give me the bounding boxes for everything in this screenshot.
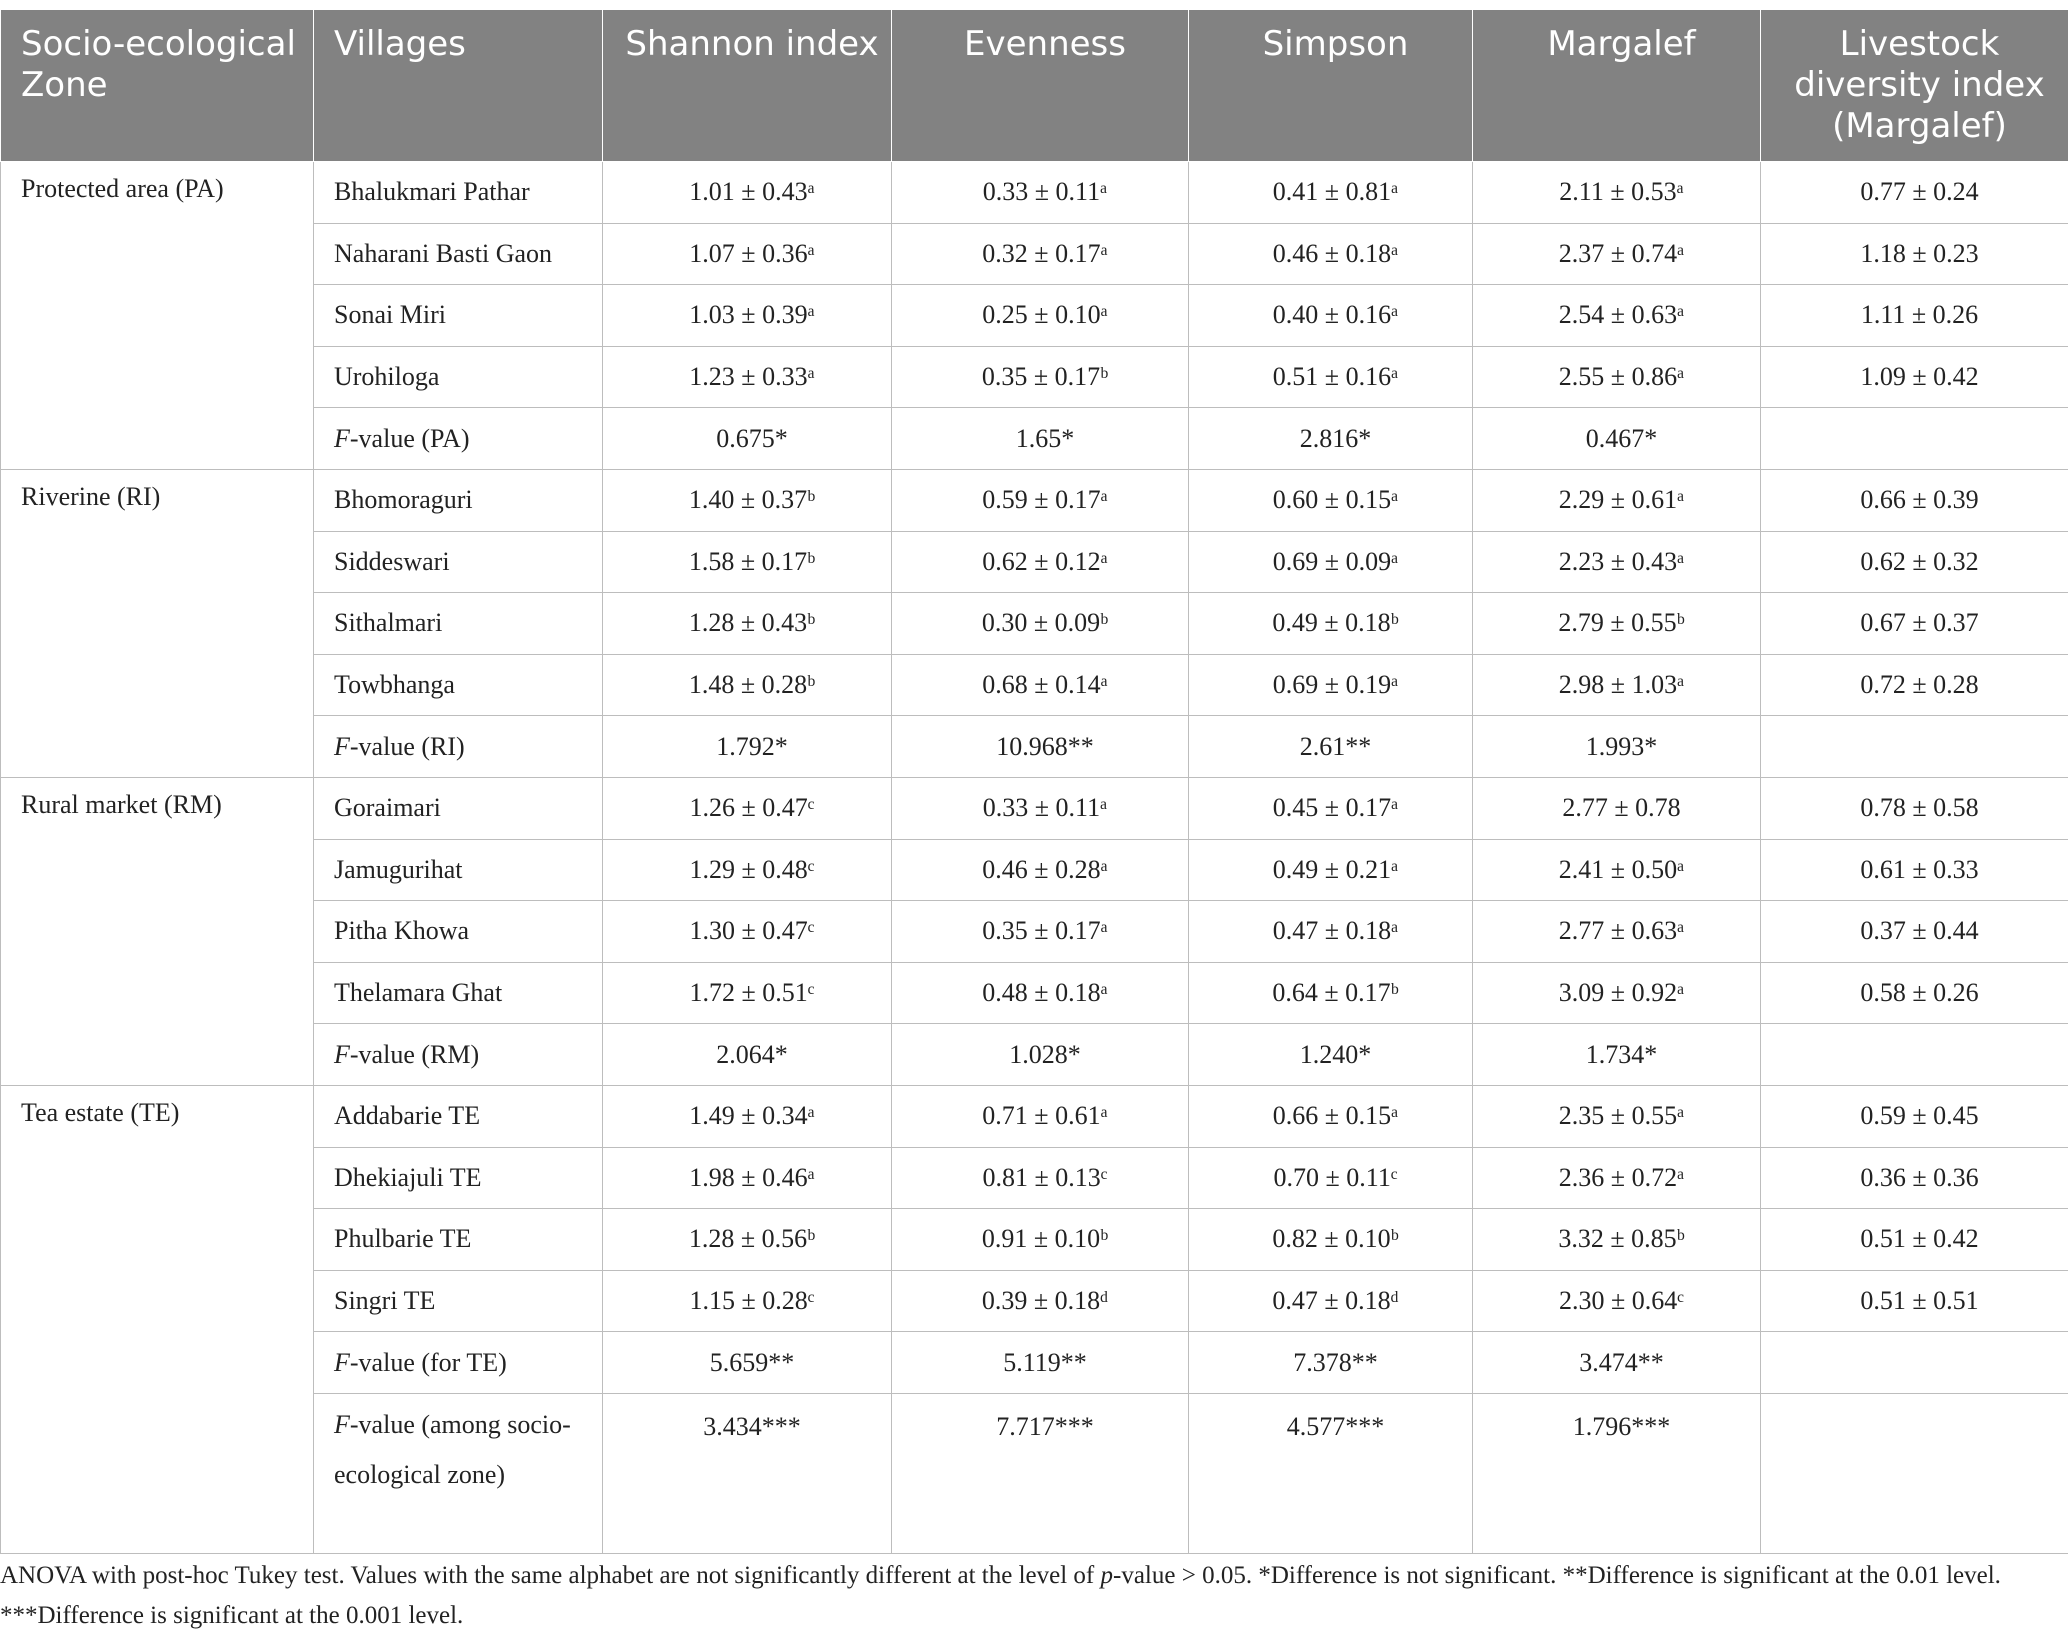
margalef-f-cell: 1.993* [1473, 716, 1761, 778]
simpson-cell: 0.69 ± 0.09ᵃ [1189, 531, 1473, 593]
margalef-cell: 2.98 ± 1.03ᵃ [1473, 654, 1761, 716]
table-footnote [0, 1556, 2060, 1636]
village-cell: Towbhanga [314, 654, 603, 716]
margalef-cell: 2.11 ± 0.53ᵃ [1473, 162, 1761, 224]
shannon-cell: 1.15 ± 0.28ᶜ [603, 1270, 892, 1332]
simpson-cell: 0.40 ± 0.16ᵃ [1189, 285, 1473, 347]
evenness-cell: 0.68 ± 0.14ᵃ [892, 654, 1189, 716]
zone-cell: Tea estate (TE) [1, 1085, 314, 1553]
village-cell: Bhomoraguri [314, 469, 603, 531]
margalef-cell: 2.41 ± 0.50ᵃ [1473, 839, 1761, 901]
simpson-cell: 0.51 ± 0.16ᵃ [1189, 346, 1473, 408]
livestock-f-cell [1761, 1024, 2068, 1086]
village-cell: Siddeswari [314, 531, 603, 593]
evenness-cell: 0.30 ± 0.09ᵇ [892, 593, 1189, 655]
livestock-cell: 1.11 ± 0.26 [1761, 285, 2068, 347]
shannon-cell: 1.28 ± 0.43ᵇ [603, 593, 892, 655]
shannon-cell: 1.07 ± 0.36ᵃ [603, 223, 892, 285]
village-cell: Sonai Miri [314, 285, 603, 347]
zone-cell: Rural market (RM) [1, 777, 314, 1085]
village-cell: Singri TE [314, 1270, 603, 1332]
header-villages: Villages [314, 10, 603, 162]
f-label-text: -value (RI) [349, 731, 465, 761]
livestock-cell: 0.67 ± 0.37 [1761, 593, 2068, 655]
f-label-text: -value (for TE) [349, 1347, 507, 1377]
f-label-text: -value (PA) [349, 423, 470, 453]
livestock-cell: 0.62 ± 0.32 [1761, 531, 2068, 593]
evenness-cell: 0.81 ± 0.13ᶜ [892, 1147, 1189, 1209]
header-zone: Socio-ecological Zone [1, 10, 314, 162]
livestock-cell: 0.37 ± 0.44 [1761, 901, 2068, 963]
f-symbol: F [334, 1039, 350, 1069]
table-row [1, 1085, 2068, 1147]
livestock-cell: 0.51 ± 0.51 [1761, 1270, 2068, 1332]
shannon-cell: 1.49 ± 0.34ᵃ [603, 1085, 892, 1147]
livestock-cell: 1.18 ± 0.23 [1761, 223, 2068, 285]
shannon-cell: 1.48 ± 0.28ᵇ [603, 654, 892, 716]
evenness-cell: 0.46 ± 0.28ᵃ [892, 839, 1189, 901]
evenness-f-cell: 5.119** [892, 1332, 1189, 1394]
evenness-cell: 0.33 ± 0.11ᵃ [892, 162, 1189, 224]
table-row [1, 777, 2068, 839]
simpson-f-cell: 1.240* [1189, 1024, 1473, 1086]
table-row [1, 162, 2068, 224]
evenness-cell: 0.25 ± 0.10ᵃ [892, 285, 1189, 347]
livestock-cell: 0.66 ± 0.39 [1761, 469, 2068, 531]
simpson-cell: 0.82 ± 0.10ᵇ [1189, 1209, 1473, 1271]
f-symbol: F [334, 1347, 350, 1377]
zone-cell: Riverine (RI) [1, 469, 314, 777]
evenness-cell: 0.33 ± 0.11ᵃ [892, 777, 1189, 839]
shannon-f-among-cell: 3.434*** [603, 1393, 892, 1553]
shannon-f-cell: 0.675* [603, 408, 892, 470]
village-cell: Addabarie TE [314, 1085, 603, 1147]
f-value-label [314, 1332, 603, 1394]
shannon-cell: 1.29 ± 0.48ᶜ [603, 839, 892, 901]
margalef-cell: 2.77 ± 0.63ᵃ [1473, 901, 1761, 963]
village-cell: Bhalukmari Pathar [314, 162, 603, 224]
shannon-cell: 1.98 ± 0.46ᵃ [603, 1147, 892, 1209]
table-header [1, 10, 2068, 162]
margalef-cell: 2.55 ± 0.86ᵃ [1473, 346, 1761, 408]
village-cell: Pitha Khowa [314, 901, 603, 963]
simpson-cell: 0.60 ± 0.15ᵃ [1189, 469, 1473, 531]
shannon-cell: 1.72 ± 0.51ᶜ [603, 962, 892, 1024]
evenness-cell: 0.62 ± 0.12ᵃ [892, 531, 1189, 593]
simpson-f-cell: 7.378** [1189, 1332, 1473, 1394]
margalef-f-cell: 3.474** [1473, 1332, 1761, 1394]
header-simpson: Simpson [1189, 10, 1473, 162]
f-label-text: -value (RM) [349, 1039, 480, 1069]
header-margalef: Margalef [1473, 10, 1761, 162]
evenness-cell: 0.91 ± 0.10ᵇ [892, 1209, 1189, 1271]
simpson-cell: 0.41 ± 0.81ᵃ [1189, 162, 1473, 224]
village-cell: Sithalmari [314, 593, 603, 655]
diversity-table [0, 9, 2068, 1554]
livestock-cell: 1.09 ± 0.42 [1761, 346, 2068, 408]
f-value-label [314, 408, 603, 470]
margalef-f-cell: 1.734* [1473, 1024, 1761, 1086]
village-cell: Phulbarie TE [314, 1209, 603, 1271]
f-symbol: F [334, 1409, 350, 1439]
shannon-cell: 1.58 ± 0.17ᵇ [603, 531, 892, 593]
simpson-cell: 0.47 ± 0.18ᵃ [1189, 901, 1473, 963]
margalef-cell: 2.23 ± 0.43ᵃ [1473, 531, 1761, 593]
livestock-cell: 0.72 ± 0.28 [1761, 654, 2068, 716]
village-cell: Thelamara Ghat [314, 962, 603, 1024]
evenness-cell: 0.32 ± 0.17ᵃ [892, 223, 1189, 285]
livestock-f-cell [1761, 716, 2068, 778]
simpson-cell: 0.49 ± 0.21ᵃ [1189, 839, 1473, 901]
village-cell: Urohiloga [314, 346, 603, 408]
f-symbol: F [334, 423, 350, 453]
shannon-cell: 1.28 ± 0.56ᵇ [603, 1209, 892, 1271]
evenness-cell: 0.35 ± 0.17ᵇ [892, 346, 1189, 408]
margalef-cell: 2.35 ± 0.55ᵃ [1473, 1085, 1761, 1147]
evenness-cell: 0.48 ± 0.18ᵃ [892, 962, 1189, 1024]
margalef-cell: 2.54 ± 0.63ᵃ [1473, 285, 1761, 347]
footnote-part2: -value > 0.05. *Difference is not significant. **Difference is significant at the 0.01 level. ***Difference is significant at the 0.001 level. [0, 1562, 2001, 1629]
livestock-f-among-cell [1761, 1393, 2068, 1553]
simpson-cell: 0.70 ± 0.11ᶜ [1189, 1147, 1473, 1209]
simpson-f-among-cell: 4.577*** [1189, 1393, 1473, 1553]
margalef-cell: 2.30 ± 0.64ᶜ [1473, 1270, 1761, 1332]
shannon-cell: 1.30 ± 0.47ᶜ [603, 901, 892, 963]
village-cell: Dhekiajuli TE [314, 1147, 603, 1209]
livestock-cell: 0.78 ± 0.58 [1761, 777, 2068, 839]
simpson-cell: 0.69 ± 0.19ᵃ [1189, 654, 1473, 716]
shannon-f-cell: 5.659** [603, 1332, 892, 1394]
f-label-text: -value (among socio-ecological zone) [334, 1409, 571, 1489]
simpson-f-cell: 2.816* [1189, 408, 1473, 470]
evenness-cell: 0.35 ± 0.17ᵃ [892, 901, 1189, 963]
header-livestock: Livestock diversity index (Margalef) [1761, 10, 2068, 162]
livestock-cell: 0.58 ± 0.26 [1761, 962, 2068, 1024]
simpson-f-cell: 2.61** [1189, 716, 1473, 778]
evenness-f-cell: 1.65* [892, 408, 1189, 470]
shannon-cell: 1.01 ± 0.43ᵃ [603, 162, 892, 224]
shannon-cell: 1.03 ± 0.39ᵃ [603, 285, 892, 347]
margalef-f-cell: 0.467* [1473, 408, 1761, 470]
simpson-cell: 0.66 ± 0.15ᵃ [1189, 1085, 1473, 1147]
table-body [1, 162, 2068, 1554]
evenness-f-cell: 1.028* [892, 1024, 1189, 1086]
f-symbol: F [334, 731, 350, 761]
simpson-cell: 0.46 ± 0.18ᵃ [1189, 223, 1473, 285]
livestock-cell: 0.51 ± 0.42 [1761, 1209, 2068, 1271]
margalef-f-among-cell: 1.796*** [1473, 1393, 1761, 1553]
shannon-cell: 1.40 ± 0.37ᵇ [603, 469, 892, 531]
margalef-cell: 2.37 ± 0.74ᵃ [1473, 223, 1761, 285]
margalef-cell: 3.32 ± 0.85ᵇ [1473, 1209, 1761, 1271]
margalef-cell: 2.29 ± 0.61ᵃ [1473, 469, 1761, 531]
margalef-cell: 2.79 ± 0.55ᵇ [1473, 593, 1761, 655]
f-value-label [314, 1393, 603, 1553]
livestock-f-cell [1761, 408, 2068, 470]
f-value-label [314, 716, 603, 778]
margalef-cell: 3.09 ± 0.92ᵃ [1473, 962, 1761, 1024]
shannon-cell: 1.26 ± 0.47ᶜ [603, 777, 892, 839]
shannon-f-cell: 2.064* [603, 1024, 892, 1086]
footnote-part1: ANOVA with post-hoc Tukey test. Values with the same alphabet are not significantly different at the level of [0, 1562, 1101, 1589]
livestock-cell: 0.61 ± 0.33 [1761, 839, 2068, 901]
village-cell: Goraimari [314, 777, 603, 839]
simpson-cell: 0.47 ± 0.18ᵈ [1189, 1270, 1473, 1332]
simpson-cell: 0.64 ± 0.17ᵇ [1189, 962, 1473, 1024]
evenness-cell: 0.71 ± 0.61ᵃ [892, 1085, 1189, 1147]
livestock-f-cell [1761, 1332, 2068, 1394]
evenness-cell: 0.59 ± 0.17ᵃ [892, 469, 1189, 531]
village-cell: Naharani Basti Gaon [314, 223, 603, 285]
header-evenness: Evenness [892, 10, 1189, 162]
simpson-cell: 0.49 ± 0.18ᵇ [1189, 593, 1473, 655]
table-row [1, 469, 2068, 531]
header-shannon: Shannon index [603, 10, 892, 162]
livestock-cell: 0.36 ± 0.36 [1761, 1147, 2068, 1209]
evenness-f-among-cell: 7.717*** [892, 1393, 1189, 1553]
livestock-cell: 0.59 ± 0.45 [1761, 1085, 2068, 1147]
village-cell: Jamugurihat [314, 839, 603, 901]
livestock-cell: 0.77 ± 0.24 [1761, 162, 2068, 224]
evenness-cell: 0.39 ± 0.18ᵈ [892, 1270, 1189, 1332]
shannon-cell: 1.23 ± 0.33ᵃ [603, 346, 892, 408]
shannon-f-cell: 1.792* [603, 716, 892, 778]
zone-cell: Protected area (PA) [1, 162, 314, 470]
f-value-label [314, 1024, 603, 1086]
evenness-f-cell: 10.968** [892, 716, 1189, 778]
margalef-cell: 2.77 ± 0.78 [1473, 777, 1761, 839]
simpson-cell: 0.45 ± 0.17ᵃ [1189, 777, 1473, 839]
footnote-p: p [1100, 1562, 1113, 1589]
margalef-cell: 2.36 ± 0.72ᵃ [1473, 1147, 1761, 1209]
